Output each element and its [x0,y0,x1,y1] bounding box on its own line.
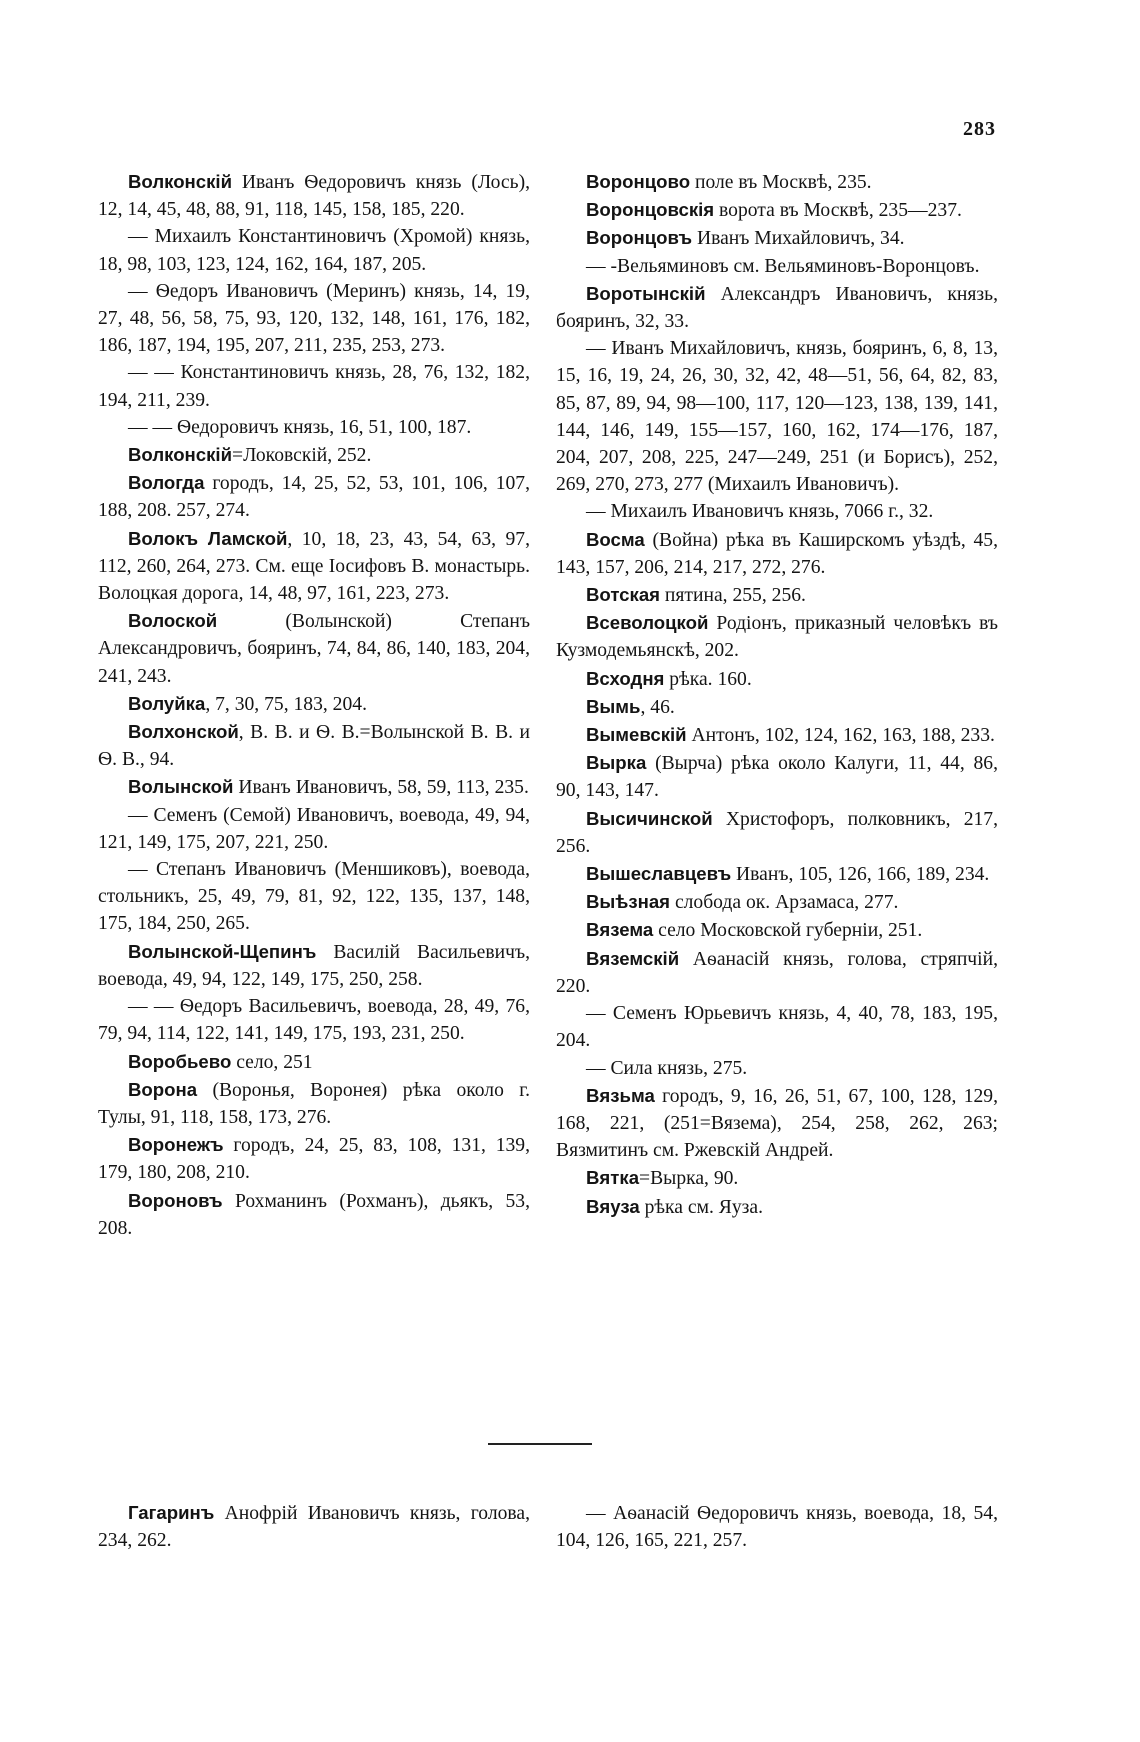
entry-text: — — Ѳедоровичъ князь, 16, 51, 100, 187. [128,416,472,438]
index-entry [98,525,530,608]
entry-text: =Вырка, 90. [639,1168,739,1190]
entry-headword: Вятка [586,1167,640,1189]
index-entry [556,1055,998,1082]
entry-text: пятина, 255, 256. [660,585,806,607]
entry-headword: Волынской [128,776,234,798]
entry-headword: Волконскій [128,444,233,466]
entry-headword: Вязьма [586,1084,655,1106]
index-entry [98,414,530,441]
entry-text: Иванъ Ивановичъ, 58, 59, 113, 235. [233,777,529,799]
entry-headword: Волхонской [128,721,239,743]
right-column [556,168,998,1221]
entry-headword: Гагаринъ [128,1502,215,1523]
entry-text: — Сила князь, 275. [586,1057,748,1079]
entry-text: — Иванъ Михайловичъ, князь, бояринъ, 6, 8, 13, 15, 16, 19, 24, 26, 30, 32, 42, 48—51, 56, 64, 82, 83, 85, 87, 89, 94, 98—100, 117, 120—123, 138, 139, 141, 144, 146, 149, 155—157, 160, 162, 174—176, 187, 204, 207, 208, 225, 247—249, 251 (и Борисъ), 252, 269, 270, 273, 277 (Михаилъ Ивановичъ). [556,338,998,496]
entry-text: , 46. [640,696,675,718]
index-entry [556,609,998,664]
entry-headword: Воронцовскія [586,199,715,221]
entry-headword: Вышеславцевъ [586,863,732,885]
index-entry [556,916,998,944]
index-entry [98,441,530,469]
entry-text: — Михаилъ Константиновичъ (Хромой) князь, 18, 98, 103, 123, 124, 162, 164, 187, 205. [98,226,530,275]
entry-headword: Воробьево [128,1050,232,1072]
index-entry [98,718,530,773]
entry-headword: Вырка [586,752,647,774]
footer-left-entry [98,1499,530,1554]
index-entry [556,721,998,749]
entry-text: рѣка. 160. [664,668,752,690]
entry-text: Антонъ, 102, 124, 162, 163, 188, 233. [686,725,995,747]
entry-text: =Локовскій, 252. [232,445,372,467]
entry-text: (Война) рѣка въ Каширскомъ уѣздѣ, 45, 143, 157, 206, 214, 217, 272, 276. [556,529,998,578]
entry-headword: Воронцово [586,171,691,192]
entry-text: — Семенъ Юрьевичъ князь, 4, 40, 78, 183, 195, 204. [556,1003,998,1052]
entry-headword: Волоской [128,610,218,632]
entry-headword: Вымь [586,695,641,717]
entry-headword: Вотская [586,584,661,606]
index-entry [556,1082,998,1165]
index-entry [98,993,530,1047]
entry-text: городъ, 14, 25, 52, 53, 101, 106, 107, 188, 208. 257, 274. [98,473,530,522]
entry-headword: Вологда [128,472,205,494]
entry-headword: Восма [586,528,645,550]
index-entry [556,945,998,1000]
index-entry [98,607,530,690]
entry-text: — — Константиновичъ князь, 28, 76, 132, 182, 194, 211, 239. [98,362,530,411]
entry-text: — Семенъ (Семой) Ивановичъ, воевода, 49, 94, 121, 149, 175, 207, 221, 250. [98,804,530,853]
index-entry [556,665,998,693]
entry-headword: Вяуза [586,1195,640,1217]
footer-right-entry [556,1499,998,1554]
index-entry [98,223,530,277]
entry-text: , 10, 18, 23, 43, 54, 63, 97, 112, 260, 264, 273. См. еще Іосифовъ В. монастырь. Волоцкая дорога, 14, 48, 97, 161, 223, 273. [98,528,530,605]
index-entry [98,690,530,718]
entry-text: Анофрій Ивановичъ князь, голова, 234, 262. [98,1503,530,1552]
entry-headword: Высичинской [586,807,713,829]
page-number: 283 [963,118,996,140]
index-entry [556,526,998,581]
entry-headword: Вымевскій [586,724,687,746]
index-entry [98,469,530,524]
index-entry [556,1164,998,1192]
entry-text: — Степанъ Ивановичъ (Меншиковъ), воевода, стольникъ, 25, 49, 79, 81, 92, 122, 135, 137, 148, 175, 184, 250, 265. [98,859,530,935]
entry-text: — -Вельяминовъ см. Вельяминовъ-Воронцовъ. [586,255,980,277]
index-entry [556,860,998,888]
entry-text: , 7, 30, 75, 183, 204. [205,693,367,715]
entry-text: слобода ок. Арзамаса, 277. [670,892,899,914]
entry-text: село Московской губерніи, 251. [653,920,923,942]
index-entry [556,168,998,196]
entry-headword: Вяземскій [586,947,680,969]
entry-headword: Всеволоцкой [586,612,709,634]
entry-text: — Ѳедоръ Ивановичъ (Меринъ) князь, 14, 19, 27, 48, 56, 58, 75, 93, 120, 132, 148, 161, 176, 182, 186, 187, 194, 195, 207, 211, 235, 253, 273. [98,280,530,357]
index-entry [98,1187,530,1242]
entry-headword: Волуйка [128,692,206,714]
entry-text: — Аѳанасій Ѳедоровичъ князь, воевода, 18, 54, 104, 126, 165, 221, 257. [556,1503,998,1552]
index-entry [98,773,530,801]
index-entry [556,224,998,252]
entry-text: (Волынской) Степанъ Александровичъ, бояринъ, 74, 84, 86, 140, 183, 204, 241, 243. [98,611,530,687]
section-divider [488,1443,592,1445]
index-entry [98,168,530,223]
index-entry [98,802,530,856]
entry-text: (Вырча) рѣка около Калуги, 11, 44, 86, 90, 143, 147. [556,753,998,802]
index-entry [556,805,998,860]
entry-text: Аѳанасій князь, голова, стряпчій, 220. [556,948,998,997]
entry-text: городъ, 9, 16, 26, 51, 67, 100, 128, 129, 168, 221, (251=Вязема), 254, 258, 262, 263; Вязмитинъ см. Ржевскій Андрей. [556,1085,998,1162]
entry-headword: Вороновъ [128,1189,223,1211]
index-entry [556,888,998,916]
entry-text: ворота въ Москвѣ, 235—237. [714,200,962,222]
entry-headword: Волынской-Щепинъ [128,940,317,962]
entry-text: Василій Васильевичъ, воевода, 49, 94, 122, 149, 175, 250, 258. [98,941,530,990]
entry-headword: Волокъ Ламской [128,527,288,549]
entry-text: Родіонъ, приказный человѣкъ въ Кузмодемьянскѣ, 202. [556,613,998,662]
index-entry [556,498,998,525]
index-entry [556,280,998,335]
index-entry [98,938,530,993]
index-entry [98,359,530,413]
entry-headword: Ворона [128,1078,198,1100]
entry-text: Иванъ, 105, 126, 166, 189, 234. [731,864,990,886]
index-entry [556,1000,998,1054]
index-entry [556,693,998,721]
left-column [98,168,530,1242]
entry-text: , В. В. и Ѳ. В.=Волынской В. В. и Ѳ. В., 94. [98,722,530,771]
entry-text: (Воронья, Воронея) рѣка около г. Тулы, 91, 118, 158, 173, 276. [98,1079,530,1128]
entry-text: Рохманинъ (Рохманъ), дьякъ, 53, 208. [98,1190,530,1239]
index-entry [98,1076,530,1131]
entry-text: — — Ѳедоръ Васильевичъ, воевода, 28, 49, 76, 79, 94, 114, 122, 141, 149, 175, 193, 231, 250. [98,996,530,1045]
entry-headword: Воронежъ [128,1134,224,1156]
index-entry [556,335,998,498]
entry-text: Иванъ Михайловичъ, 34. [692,228,905,250]
entry-text: село, 251 [231,1051,313,1073]
index-entry [556,581,998,609]
index-entry [556,1193,998,1221]
index-entry [98,856,530,938]
entry-text: Александръ Ивановичъ, князь, бояринъ, 32, 33. [556,283,998,333]
entry-text: Христофоръ, полковникъ, 217, 256. [556,808,998,857]
index-entry [98,1131,530,1186]
entry-headword: Волконскій [128,171,233,192]
index-entry [98,278,530,360]
entry-headword: Воронцовъ [586,227,693,249]
entry-text: поле въ Москвѣ, 235. [690,172,872,193]
entry-headword: Вязема [586,919,654,941]
entry-text: Иванъ Ѳедоровичъ князь (Лось), 12, 14, 45, 48, 88, 91, 118, 145, 158, 185, 220. [98,172,530,221]
entry-headword: Всходня [586,667,665,689]
index-entry [556,196,998,224]
entry-headword: Выѣзная [586,891,671,913]
index-entry [98,1048,530,1076]
entry-headword: Воротынскій [586,282,706,304]
index-entry [556,749,998,804]
entry-text: городъ, 24, 25, 83, 108, 131, 139, 179, 180, 208, 210. [98,1135,530,1184]
index-entry [556,253,998,280]
entry-text: — Михаилъ Ивановичъ князь, 7066 г., 32. [586,501,934,523]
entry-text: рѣка см. Яуза. [639,1196,763,1218]
